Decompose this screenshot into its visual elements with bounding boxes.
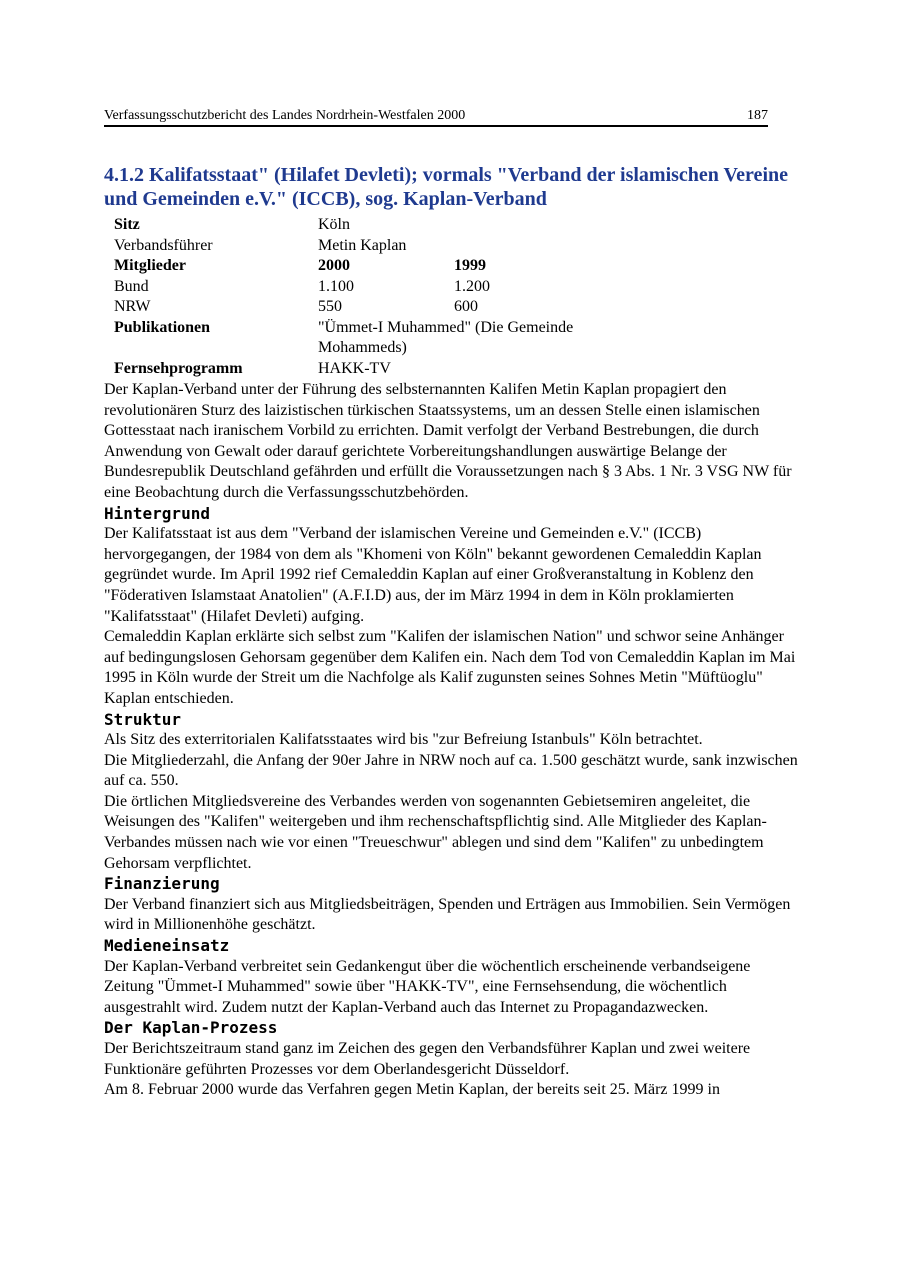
- mitglieder-label: Mitglieder: [114, 257, 186, 274]
- paragraph-finanzierung: Der Verband finanziert sich aus Mitgliedsbeiträgen, Spenden und Erträgen aus Immobilien. Sein Vermögen wird in Millionenhöhe geschätzt.: [104, 895, 791, 934]
- paragraph-prozess-2: Am 8. Februar 2000 wurde das Verfahren gegen Metin Kaplan, der bereits seit 25. März 1999 in: [104, 1081, 720, 1099]
- intro-paragraph: Der Kaplan-Verband unter der Führung des selbsternannten Kalifen Metin Kaplan propagiert den revolutionären Sturz des laizistischen türkischen Staatssystems, um an dessen Stelle einen islamischen Gottesstaat nach iranischem Vorbild zu errichten. Damit verfolgt der Verband Bestrebungen, die durch Anwendung von Gewalt oder darauf gerichtete Vorbereitungshandlungen auswärtige Belange der Bundesrepublik Deutschland gefährden und erfüllt die Voraussetzungen nach § 3 Abs. 1 Nr. 3 VSG NW für eine Beobachtung durch die Verfassungsschutzbehörden.: [104, 381, 792, 501]
- sitz-label: Sitz: [114, 216, 140, 233]
- section-title: 4.1.2 Kalifatsstaat" (Hilafet Devleti); vormals "Verband der islamischen Vereine und Gemeinden e.V." (ICCB), sog. Kaplan-Verband: [104, 164, 788, 210]
- publikationen-label: Publikationen: [114, 318, 211, 336]
- header-title: Verfassungsschutzbericht des Landes Nordrhein-Westfalen 2000: [104, 108, 466, 123]
- heading-finanzierung: Finanzierung: [104, 874, 220, 894]
- bund-2000: 1.100: [318, 277, 354, 295]
- page-header: [104, 108, 768, 127]
- year-1999-header: 1999: [454, 257, 486, 274]
- fernseh-label: Fernsehprogramm: [114, 359, 243, 377]
- paragraph-struktur-3: Die örtlichen Mitgliedsvereine des Verbandes werden von sogenannten Gebietsemiren angeleitet, die Weisungen des "Kalifen" weitergeben und ihm rechenschaftspflichtig sind. Alle Mitglieder des Kaplan-Verbandes müssen nach wie vor einen "Treueschwur" ablegen und sind dem "Kalifen" zu unbedingtem Gehorsam verpflichtet.: [104, 792, 767, 872]
- publikationen-value: "Ümmet-I Muhammed" (Die Gemeinde Mohammeds): [318, 318, 574, 356]
- year-2000-header: 2000: [318, 257, 350, 274]
- sitz-value: Köln: [318, 216, 350, 233]
- page-number: 187: [747, 108, 768, 123]
- paragraph-hintergrund-1: Der Kalifatsstaat ist aus dem "Verband der islamischen Vereine und Gemeinden e.V." (ICCB) hervorgegangen, der 1984 von dem als "Khomeni von Köln" bekannt gewordenen Cemaleddin Kaplan gegründet wurde. Im April 1992 rief Cemaleddin Kaplan auf einer Großveranstaltung in Koblenz den "Föderativen Islamstaat Anatolien" (A.F.I.D) aus, der im März 1994 in dem in Köln proklamierten "Kalifatsstaat" (Hilafet Devleti) aufging.: [104, 525, 762, 625]
- fuehrer-label: Verbandsführer: [114, 236, 213, 254]
- heading-struktur: Struktur: [104, 709, 182, 729]
- paragraph-hintergrund-2: Cemaleddin Kaplan erklärte sich selbst zum "Kalifen der islamischen Nation" und schwor seine Anhänger auf bedingungslosen Gehorsam gegenüber dem Kalifen ein. Nach dem Tod von Cemaleddin Kaplan im Mai 1995 in Köln wurde der Streit um die Nachfolge als Kalif zugunsten seines Sohnes Metin "Müftüoglu" Kaplan entschieden.: [104, 628, 796, 707]
- nrw-1999: 600: [454, 298, 478, 315]
- heading-kaplan-prozess: Der Kaplan-Prozess: [104, 1018, 278, 1038]
- nrw-2000: 550: [318, 298, 342, 315]
- heading-hintergrund: Hintergrund: [104, 503, 210, 523]
- paragraph-prozess-1: Der Berichtszeitraum stand ganz im Zeichen des gegen den Verbandsführer Kaplan und zwei weitere Funktionäre geführten Prozesses vor dem Oberlandesgericht Düsseldorf.: [104, 1040, 751, 1078]
- heading-medieneinsatz: Medieneinsatz: [104, 936, 230, 956]
- fuehrer-value: Metin Kaplan: [318, 236, 407, 254]
- bund-label: Bund: [114, 277, 149, 295]
- paragraph-struktur-1: Als Sitz des exterritorialen Kalifatsstaates wird bis "zur Befreiung Istanbuls" Köln betrachtet.: [104, 731, 703, 749]
- nrw-label: NRW: [114, 298, 151, 315]
- paragraph-medieneinsatz: Der Kaplan-Verband verbreitet sein Gedankengut über die wöchentlich erscheinende verbandseigene Zeitung "Ümmet-I Muhammed" sowie über "HAKK-TV", eine Fernsehsendung, die wöchentlich ausgestrahlt wird. Zudem nutzt der Kaplan-Verband auch das Internet zu Propagandazwecken.: [104, 957, 751, 1016]
- fernseh-value: HAKK-TV: [318, 359, 391, 377]
- bund-1999: 1.200: [454, 277, 490, 295]
- body-text: [104, 380, 804, 1101]
- paragraph-struktur-2: Die Mitgliederzahl, die Anfang der 90er Jahre in NRW noch auf ca. 1.500 geschätzt wurde, sank inzwischen auf ca. 550.: [104, 751, 798, 790]
